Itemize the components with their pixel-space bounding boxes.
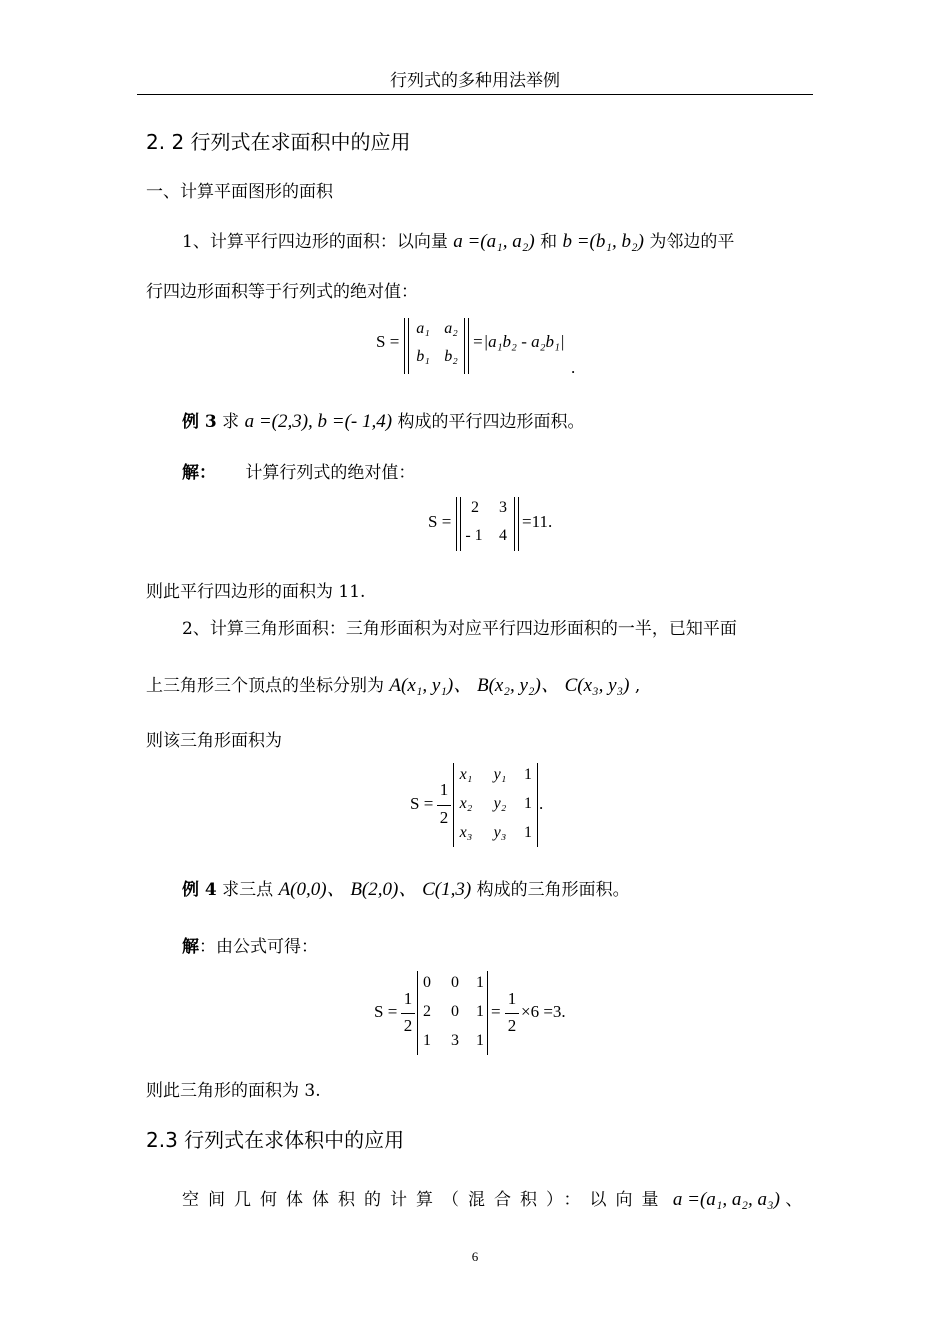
matrix-cell: 1 — [524, 824, 532, 841]
matrix-cell: 1 — [423, 1032, 431, 1049]
matrix-cell: b₁ — [416, 348, 430, 365]
matrix-cell: 3 — [451, 1032, 459, 1049]
section-heading-2-2: 2. 2 行列式在求面积中的应用 — [146, 130, 411, 154]
determinant-bar — [456, 497, 457, 551]
matrix-cell: 1 — [476, 1032, 484, 1049]
example-text: 构成的平行四边形面积。 — [397, 412, 585, 432]
determinant-bar — [514, 497, 515, 551]
matrix-cell: 0 — [451, 974, 459, 991]
fraction-line — [505, 1013, 519, 1014]
solution-4 — [182, 935, 318, 959]
determinant-bar — [464, 318, 465, 374]
determinant-bar — [487, 971, 488, 1055]
result-3: 则此平行四边形的面积为 11. — [146, 582, 366, 602]
formula-4-rhs: ×6 =3. — [521, 1002, 566, 1021]
matrix-cell: 0 — [451, 1003, 459, 1020]
matrix-cell: y₁ — [493, 766, 507, 783]
solution-text: ：由公式可得： — [199, 937, 318, 957]
example-label: 例 4 — [182, 880, 217, 900]
header-rule — [137, 94, 813, 95]
determinant-bar — [537, 763, 538, 847]
matrix-cell: y₂ — [493, 795, 507, 812]
solution-3 — [182, 461, 415, 485]
formula-3-lhs: S = — [410, 794, 434, 813]
matrix-cell: x₂ — [459, 795, 473, 812]
vector-a-3d: a =(a₁, a₂, a₃) — [672, 1189, 780, 1210]
determinant-bar — [518, 497, 519, 551]
fraction-line — [401, 1013, 415, 1014]
matrix-cell: y₃ — [493, 824, 507, 841]
fraction-numerator: 1 — [439, 780, 449, 799]
fraction-denominator: 2 — [507, 1016, 517, 1035]
matrix-cell: 1 — [476, 1003, 484, 1020]
determinant-bar — [468, 318, 469, 374]
subsection-heading: 一、计算平面图形的面积 — [146, 182, 333, 202]
paragraph-text: 1、计算平行四边形的面积：以向量 — [182, 232, 448, 252]
example-text: 求 — [222, 412, 240, 432]
matrix-cell: a₁ — [416, 320, 430, 337]
fraction-denominator: 2 — [403, 1016, 413, 1035]
fraction-line — [437, 805, 451, 806]
matrix-cell: 4 — [499, 527, 507, 544]
paragraph-text: 上三角形三个顶点的坐标分别为 — [146, 676, 384, 696]
paragraph-text: 和 — [540, 232, 558, 252]
paragraph-text: , — [634, 676, 641, 696]
example-text: 求三点 — [222, 880, 274, 900]
paragraph-text: 、 — [785, 1190, 803, 1210]
matrix-cell: 2 — [471, 499, 479, 516]
paragraph-1-line-1 — [182, 230, 734, 254]
matrix-cell: 2 — [423, 1003, 431, 1020]
example-vectors: a =(2,3), b =(- 1,4) — [244, 411, 393, 432]
paragraph-text: 为邻边的平 — [649, 232, 735, 252]
matrix-cell: x₃ — [459, 824, 473, 841]
paragraph-text: 空间几何体体积的计算（混合积）：以向量 — [182, 1190, 668, 1210]
determinant-bar — [453, 763, 454, 847]
determinant-bar — [408, 318, 409, 374]
formula-4-lhs: S = — [374, 1002, 398, 1021]
matrix-cell: b₂ — [444, 348, 458, 365]
matrix-cell: 3 — [499, 499, 507, 516]
running-header: 行列式的多种用法举例 — [390, 71, 560, 91]
fraction-numerator: 1 — [507, 989, 517, 1008]
determinant-bar — [417, 971, 418, 1055]
example-text: 构成的三角形面积。 — [476, 880, 630, 900]
solution-label: 解： — [182, 463, 216, 483]
matrix-cell: 1 — [524, 795, 532, 812]
example-label: 例 3 — [182, 412, 217, 432]
formula-1-lhs: S = — [376, 332, 400, 351]
formula-1-rhs: =|a₁b₂ - a₂b₁| — [472, 332, 565, 351]
formula-3-end: . — [539, 794, 544, 813]
fraction-denominator: 2 — [439, 808, 449, 827]
page-number: 6 — [471, 1249, 479, 1264]
matrix-cell: a₂ — [444, 320, 458, 337]
fraction-numerator: 1 — [403, 989, 413, 1008]
paragraph-3 — [182, 1188, 802, 1212]
solution-text: 计算行列式的绝对值： — [245, 463, 416, 483]
paragraph-2-line-1: 2、计算三角形面积：三角形面积为对应平行四边形面积的一半，已知平面 — [182, 619, 737, 639]
matrix-cell: 0 — [423, 974, 431, 991]
matrix-cell: 1 — [476, 974, 484, 991]
matrix-cell: 1 — [524, 766, 532, 783]
triangle-points: A(x₁, y₁)、 B(x₂, y₂)、 C(x₃, y₃) — [389, 675, 630, 696]
vector-a: a =(a₁, a₂) — [453, 231, 535, 252]
paragraph-2-line-3: 则该三角形面积为 — [146, 731, 282, 751]
matrix-cell: - 1 — [465, 527, 483, 544]
formula-4-equals: = — [491, 1002, 501, 1021]
vector-b: b =(b₁, b₂) — [562, 231, 644, 252]
paragraph-1-line-2: 行四边形面积等于行列式的绝对值： — [146, 282, 418, 302]
example-points: A(0,0)、 B(2,0)、 C(1,3) — [278, 879, 472, 900]
formula-2-lhs: S = — [428, 512, 452, 531]
solution-label: 解 — [182, 937, 199, 957]
result-4: 则此三角形的面积为 3. — [146, 1081, 321, 1101]
section-heading-2-3: 2.3 行列式在求体积中的应用 — [146, 1128, 405, 1152]
example-3 — [182, 410, 585, 434]
formula-2-rhs: =11. — [522, 512, 553, 531]
paragraph-2-line-2 — [146, 674, 640, 698]
example-4 — [182, 878, 630, 902]
matrix-cell: x₁ — [459, 766, 473, 783]
formula-1-end: . — [571, 358, 576, 377]
determinant-bar — [404, 318, 405, 374]
